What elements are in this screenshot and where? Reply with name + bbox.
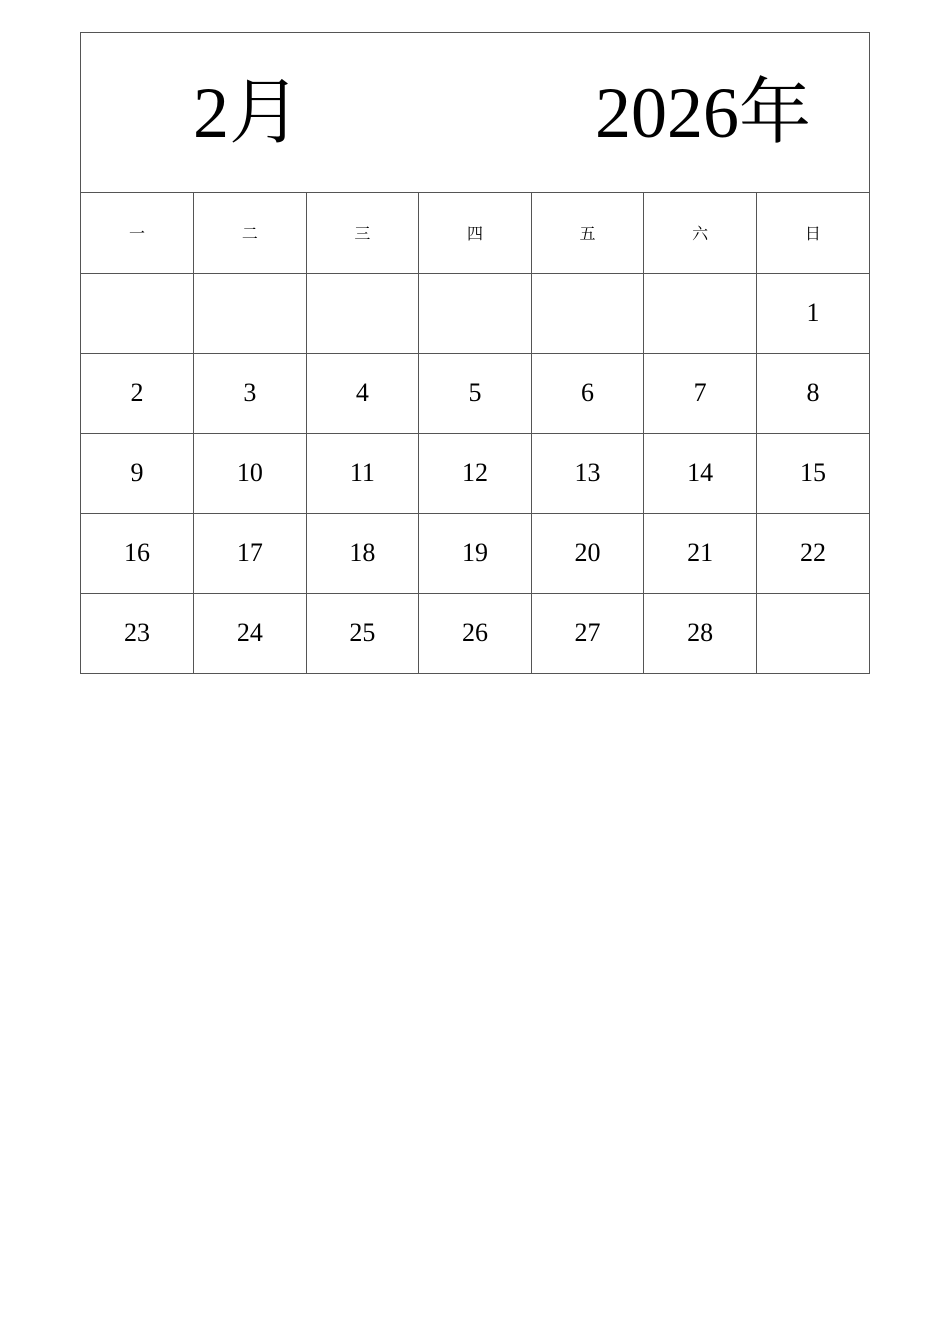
month-title: 2月 bbox=[193, 73, 302, 153]
weekday-saturday: 六 bbox=[644, 193, 757, 273]
week-row bbox=[81, 433, 869, 513]
day-cell: 3 bbox=[194, 353, 307, 433]
day-cell: 16 bbox=[81, 513, 194, 593]
day-cell: 2 bbox=[81, 353, 194, 433]
day-cell bbox=[644, 273, 757, 353]
day-cell: 5 bbox=[419, 353, 532, 433]
day-cell: 11 bbox=[306, 433, 419, 513]
weekday-wednesday: 三 bbox=[306, 193, 419, 273]
day-cell: 6 bbox=[531, 353, 644, 433]
day-cell bbox=[306, 273, 419, 353]
day-cell: 12 bbox=[419, 433, 532, 513]
day-cell: 24 bbox=[194, 593, 307, 673]
weekday-sunday: 日 bbox=[756, 193, 869, 273]
day-cell: 22 bbox=[756, 513, 869, 593]
week-row bbox=[81, 593, 869, 673]
week-row bbox=[81, 513, 869, 593]
day-cell: 1 bbox=[756, 273, 869, 353]
weekday-row bbox=[81, 193, 869, 273]
day-cell: 21 bbox=[644, 513, 757, 593]
day-cell: 26 bbox=[419, 593, 532, 673]
week-row bbox=[81, 273, 869, 353]
day-cell: 19 bbox=[419, 513, 532, 593]
day-cell bbox=[194, 273, 307, 353]
day-cell bbox=[756, 593, 869, 673]
day-cell: 20 bbox=[531, 513, 644, 593]
day-cell: 8 bbox=[756, 353, 869, 433]
day-cell: 27 bbox=[531, 593, 644, 673]
day-cell: 23 bbox=[81, 593, 194, 673]
day-cell: 4 bbox=[306, 353, 419, 433]
day-cell: 7 bbox=[644, 353, 757, 433]
day-cell: 18 bbox=[306, 513, 419, 593]
day-cell: 25 bbox=[306, 593, 419, 673]
weekday-monday: 一 bbox=[81, 193, 194, 273]
calendar bbox=[80, 32, 870, 674]
day-cell: 17 bbox=[194, 513, 307, 593]
day-cell: 9 bbox=[81, 433, 194, 513]
weekday-tuesday: 二 bbox=[194, 193, 307, 273]
weekday-thursday: 四 bbox=[419, 193, 532, 273]
day-cell: 15 bbox=[756, 433, 869, 513]
calendar-grid bbox=[81, 193, 869, 673]
day-cell: 13 bbox=[531, 433, 644, 513]
weekday-friday: 五 bbox=[531, 193, 644, 273]
day-cell bbox=[419, 273, 532, 353]
year-title: 2026年 bbox=[594, 73, 811, 153]
calendar-header bbox=[81, 33, 869, 193]
day-cell: 10 bbox=[194, 433, 307, 513]
day-cell bbox=[531, 273, 644, 353]
day-cell: 14 bbox=[644, 433, 757, 513]
day-cell: 28 bbox=[644, 593, 757, 673]
week-row bbox=[81, 353, 869, 433]
day-cell bbox=[81, 273, 194, 353]
